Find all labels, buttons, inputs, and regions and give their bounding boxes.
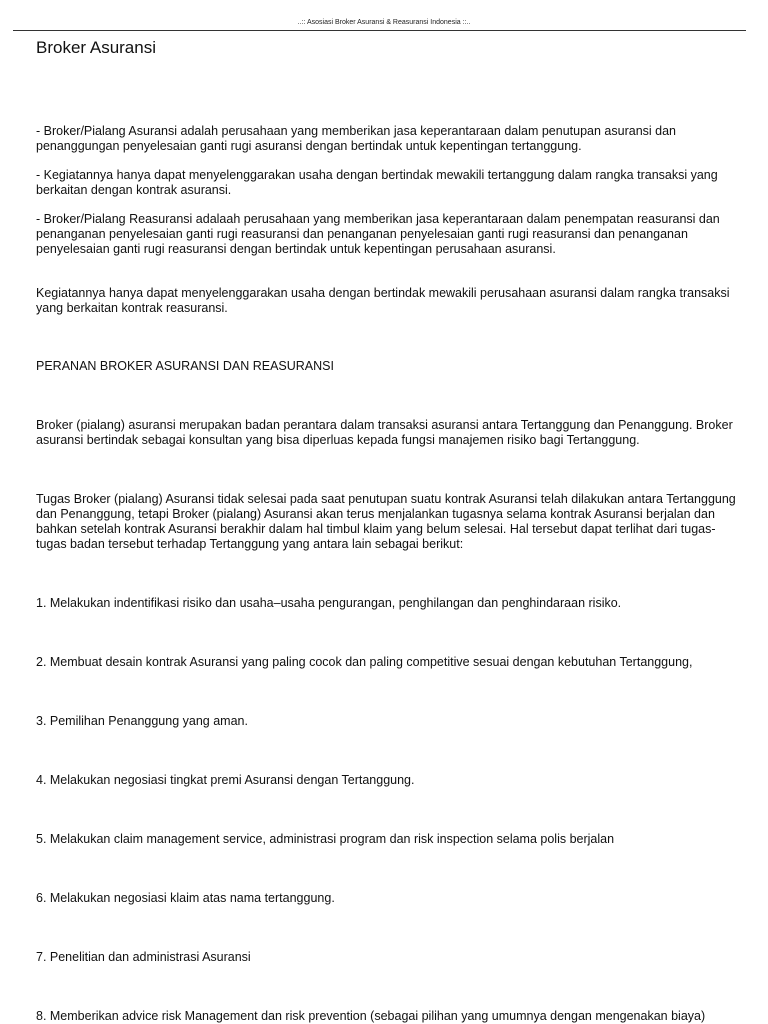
list-item: 7. Penelitian dan administrasi Asuransi bbox=[36, 950, 251, 964]
paragraph-broker-activities: - Kegiatannya hanya dapat menyelenggarakan usaha dengan bertindak mewakili tertanggung dalam rangka transaksi yang berkaitan dengan kontrak asuransi. bbox=[36, 168, 718, 197]
list-item: 6. Melakukan negosiasi klaim atas nama tertanggung. bbox=[36, 891, 335, 905]
article-body bbox=[36, 124, 736, 1024]
paragraph-broker-definition: - Broker/Pialang Asuransi adalah perusahaan yang memberikan jasa keperantaraan dalam penutupan asuransi dan penanggungan penyelesaian ganti rugi asuransi dengan bertindak untuk kepentingan tertanggung. bbox=[36, 124, 676, 153]
paragraph-reinsurance-broker-activities: Kegiatannya hanya dapat menyelenggarakan usaha dengan bertindak mewakili perusahaan asuransi dalam rangka transaksi yang berkaitan kontrak reasuransi. bbox=[36, 286, 730, 315]
list-item: 1. Melakukan indentifikasi risiko dan usaha–usaha pengurangan, penghilangan dan penghindaraan risiko. bbox=[36, 596, 622, 610]
list-item: 8. Memberikan advice risk Management dan risk prevention (sebagai pilihan yang umumnya dengan mengenakan biaya) bbox=[36, 1009, 706, 1023]
page-title: Broker Asuransi bbox=[36, 38, 156, 57]
section-heading: PERANAN BROKER ASURANSI DAN REASURANSI bbox=[36, 359, 334, 373]
site-header bbox=[0, 0, 768, 31]
paragraph-broker-role: Broker (pialang) asuransi merupakan badan perantara dalam transaksi asuransi antara Tertanggung dan Penanggung. Broker asuransi bertindak sebagai konsultan yang bisa diperluas kepada fungsi manajemen risiko bagi Tertanggung. bbox=[36, 418, 733, 447]
list-item: 2. Membuat desain kontrak Asuransi yang paling cocok dan paling competitive sesuai dengan kebutuhan Tertanggung, bbox=[36, 655, 693, 669]
list-item: 3. Pemilihan Penanggung yang aman. bbox=[36, 714, 248, 728]
paragraph-broker-duties: Tugas Broker (pialang) Asuransi tidak selesai pada saat penutupan suatu kontrak Asuransi telah dilakukan antara Tertanggung dan Penanggung, tetapi Broker (pialang) Asuransi akan terus menjalankan tugasnya selama kontrak Asuransi berjalan dan bahkan setelah kontrak Asuransi berakhir dalam hal timbul klaim yang belum selesai. Hal tersebut dapat terlihat dari tugas-tugas badan tersebut terhadap Tertanggung yang antara lain sebagai berikut: bbox=[36, 492, 736, 551]
paragraph-reinsurance-broker-definition: - Broker/Pialang Reasuransi adalaah perusahaan yang memberikan jasa keperantaraan dalam penempatan reasuransi dan penanganan penyelesaian ganti rugi reasuransi dan penanganan penyelesaian ganti rugi reasuransi dan penanganan penyelesaian ganti rugi reasuransi dengan bertindak untuk kepentingan perusahaan asuransi. bbox=[36, 212, 720, 256]
site-title: ..:: Asosiasi Broker Asuransi & Reasuransi Indonesia ::.. bbox=[297, 19, 471, 26]
list-item: 5. Melakukan claim management service, administrasi program dan risk inspection selama polis berjalan bbox=[36, 832, 615, 846]
list-item: 4. Melakukan negosiasi tingkat premi Asuransi dengan Tertanggung. bbox=[36, 773, 415, 787]
header-divider bbox=[13, 30, 746, 31]
